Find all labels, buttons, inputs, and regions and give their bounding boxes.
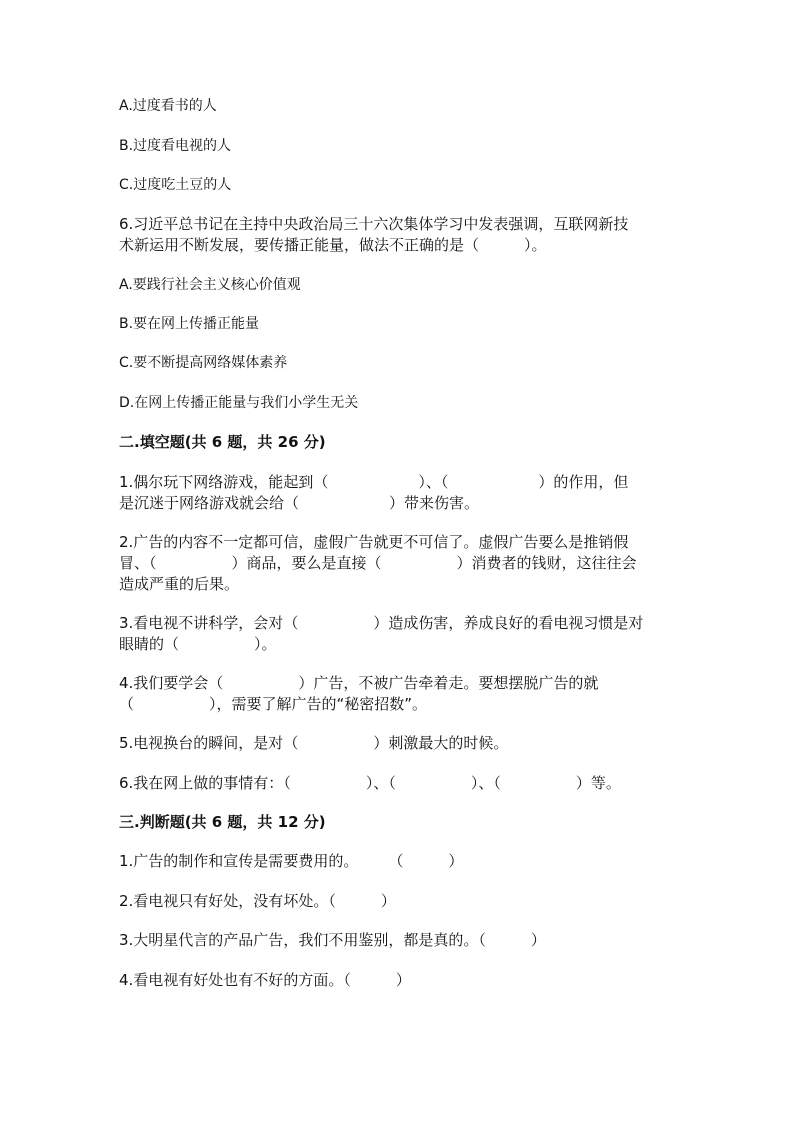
question-6-option-d: D.在网上传播正能量与我们小学生无关 [119, 395, 359, 411]
question-6-line-2: 术新运用不断发展，要传播正能量，做法不正确的是（ ）。 [119, 236, 547, 254]
fill-q2-line-1: 2.广告的内容不一定都可信，虚假广告就更不可信了。虚假广告要么是推销假 [119, 533, 629, 551]
fill-q2-line-3: 造成严重的后果。 [119, 575, 240, 593]
judge-q2: 2.看电视只有好处，没有坏处。（ ） [119, 892, 396, 910]
question-6-option-a: A.要践行社会主义核心价值观 [119, 277, 301, 293]
fill-q4-line-2: （ ），需要了解广告的“秘密招数”。 [119, 695, 428, 713]
question-6-option-c: C.要不断提高网络媒体素养 [119, 355, 288, 371]
fill-q1-line-2: 是沉迷于网络游戏就会给（ ）带来伤害。 [119, 494, 480, 512]
fill-q2-line-2: 冒、（ ）商品，要么是直接（ ）消费者的钱财，这往往会 [119, 554, 637, 572]
section-judgment-title: 三.判断题(共 6 题，共 12 分) [119, 813, 326, 831]
judge-q1: 1.广告的制作和宣传是需要费用的。 （ ） [119, 852, 464, 870]
fill-q1-line-1: 1.偶尔玩下网络游戏，能起到（ ）、（ ）的作用，但 [119, 473, 629, 491]
fill-q5: 5.电视换台的瞬间，是对（ ）刺激最大的时候。 [119, 734, 509, 752]
judge-q4: 4.看电视有好处也有不好的方面。（ ） [119, 971, 411, 989]
fill-q3-line-1: 3.看电视不讲科学，会对（ ）造成伤害，养成良好的看电视习惯是对 [119, 614, 644, 632]
judge-q3: 3.大明星代言的产品广告，我们不用鉴别，都是真的。（ ） [119, 931, 546, 949]
fill-q4-line-1: 4.我们要学会（ ）广告，不被广告牵着走。要想摆脱广告的就 [119, 674, 599, 692]
question-6-option-b: B.要在网上传播正能量 [119, 316, 260, 332]
option-c: C.过度吃土豆的人 [119, 177, 232, 193]
option-a: A.过度看书的人 [119, 98, 217, 114]
question-6-line-1: 6.习近平总书记在主持中央政治局三十六次集体学习中发表强调，互联网新技 [119, 215, 629, 233]
fill-q6: 6.我在网上做的事情有：（ ）、（ ）、（ ）等。 [119, 774, 621, 792]
option-b: B.过度看电视的人 [119, 138, 232, 154]
fill-q3-line-2: 眼睛的（ ）。 [119, 635, 277, 653]
section-fill-blank-title: 二.填空题(共 6 题，共 26 分) [119, 433, 326, 451]
